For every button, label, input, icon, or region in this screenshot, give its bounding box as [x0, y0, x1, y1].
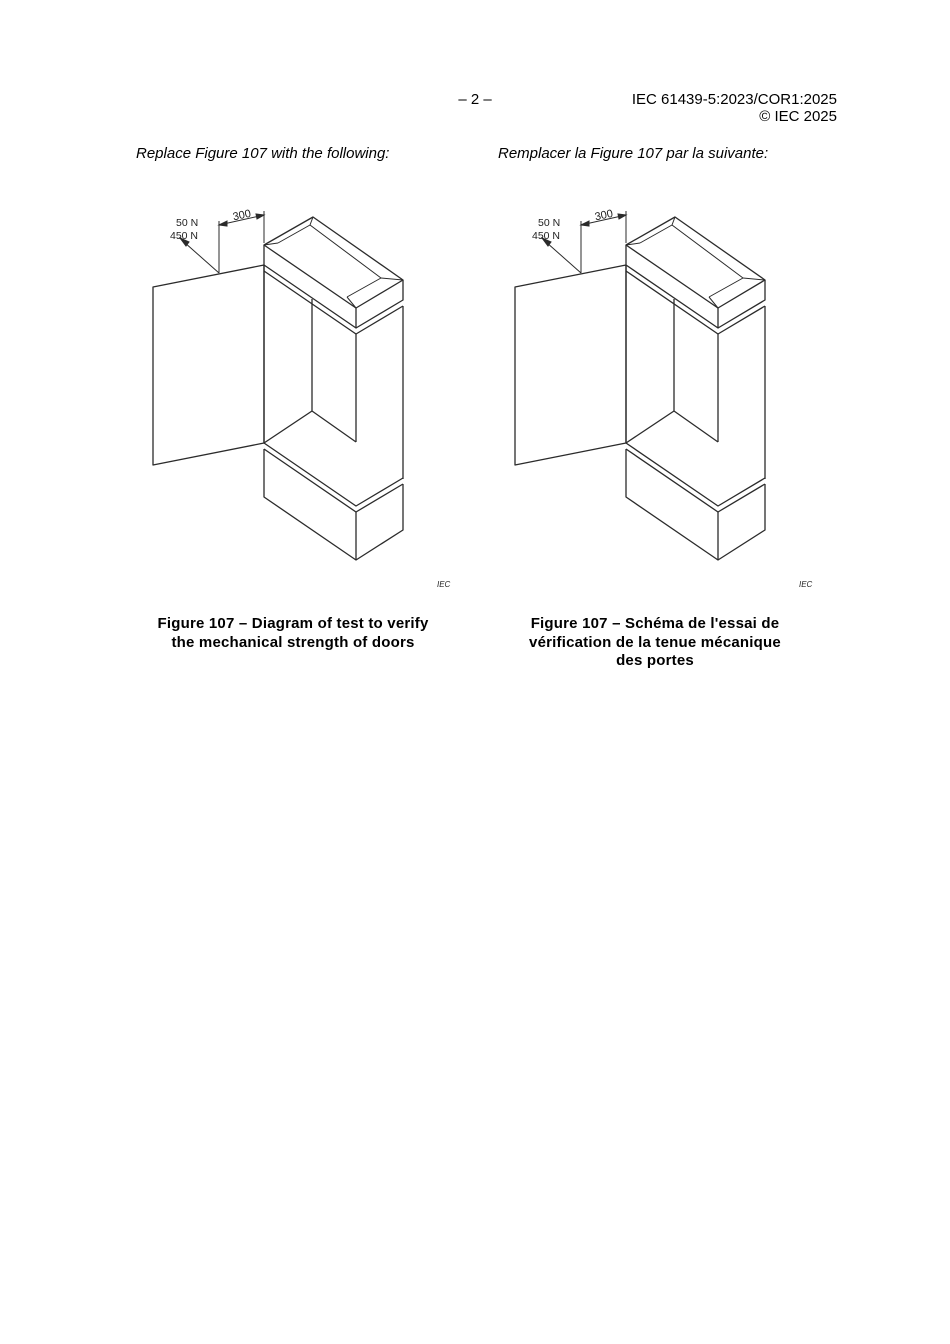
enclosure-drawing [153, 217, 403, 560]
instruction-english: Replace Figure 107 with the following: [136, 145, 390, 162]
top-box-front [264, 245, 356, 328]
iec-credit: IEC [799, 580, 813, 589]
caption-line: des portes [616, 652, 694, 669]
enclosure-drawing [515, 217, 765, 560]
page-number: – 2 – [458, 91, 492, 108]
iec-credit: IEC [437, 580, 451, 589]
figure-english [130, 195, 470, 595]
force-label-high: 450 N [532, 230, 561, 242]
figure-caption-english [113, 615, 473, 652]
plinth [626, 449, 765, 560]
caption-line: vérification de la tenue mécanique [529, 633, 781, 651]
top-box-top [626, 217, 765, 308]
plinth [264, 449, 403, 560]
top-box-top [264, 217, 403, 308]
force-label-low: 50 N [538, 217, 561, 229]
copyright-notice: © IEC 2025 [759, 108, 837, 125]
figure-french [492, 195, 832, 595]
standard-reference [632, 91, 837, 125]
force-label-low: 50 N [176, 217, 199, 229]
interior-back-corner [312, 299, 356, 442]
caption-line: the mechanical strength of doors [171, 633, 415, 651]
force-label-high: 450 N [170, 230, 199, 242]
door-test-diagram [130, 195, 470, 595]
interior-back-corner [674, 299, 718, 442]
dimension-label: 300 [593, 207, 615, 224]
open-door [515, 265, 626, 465]
dimension-label: 300 [231, 207, 253, 224]
standard-id: IEC 61439-5:2023/COR1:2025 [631, 91, 837, 108]
top-box-front [626, 245, 718, 328]
force-arrow-line [546, 242, 581, 273]
force-arrow-line [184, 242, 219, 273]
open-door [153, 265, 264, 465]
caption-line: Figure 107 – Diagram of test to verify [157, 615, 429, 632]
figure-caption-french [475, 615, 835, 671]
door-test-diagram [492, 195, 832, 595]
instruction-french: Remplacer la Figure 107 par la suivante: [498, 145, 769, 162]
caption-line: Figure 107 – Schéma de l'essai de [530, 615, 780, 632]
